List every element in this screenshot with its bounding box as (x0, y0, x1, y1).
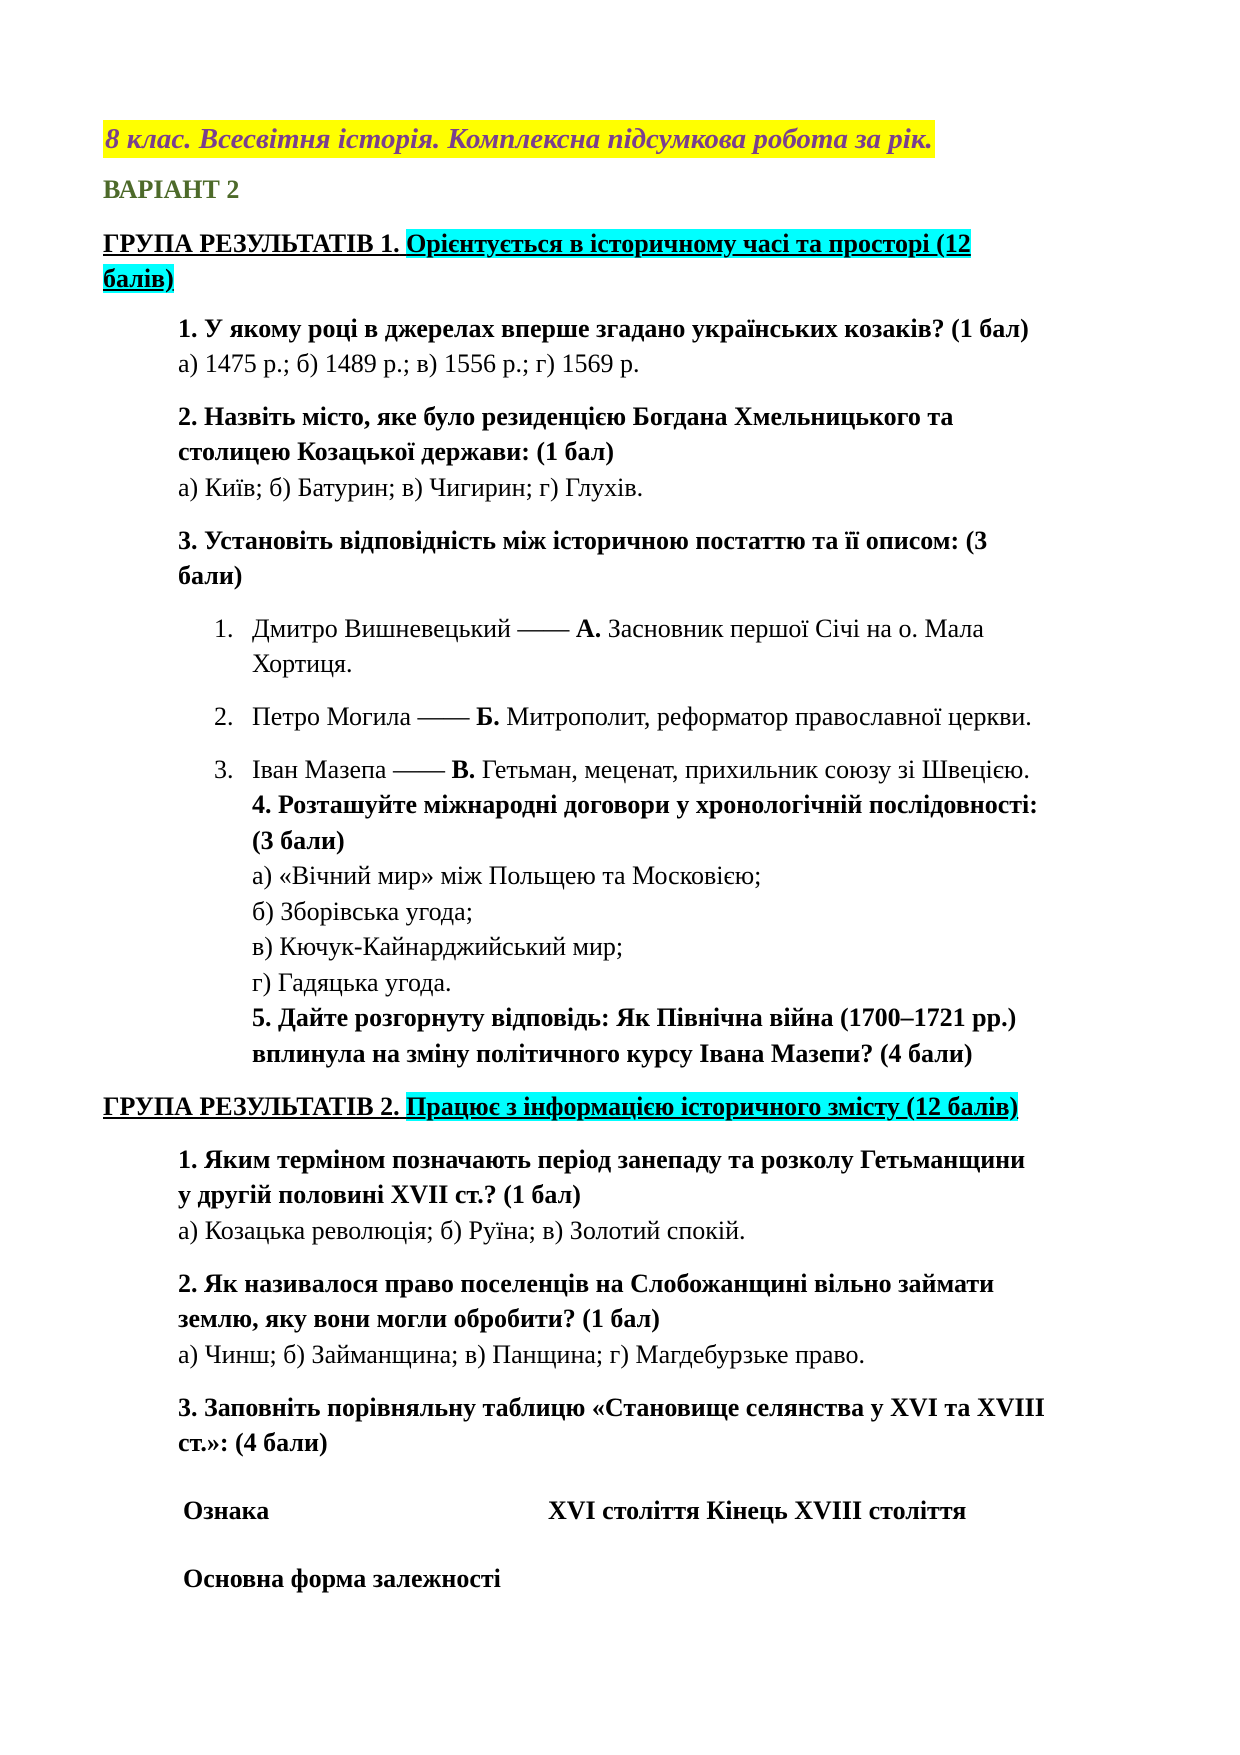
g2-question1-line1: 1. Яким терміном позначають період занепаду та розколу Гетьманщини (178, 1145, 1026, 1174)
match-item-description: Гетьман, меценат, прихильник союзу зі Швецією. (481, 755, 1030, 784)
match-item-person: Іван Мазепа —— (252, 755, 445, 784)
g2-question3-line1: 3. Заповніть порівняльну таблицю «Становище селянства у XVI та XVIII (178, 1393, 1045, 1422)
document-title: 8 клас. Всесвітня історія. Комплексна підсумкова робота за рік. (103, 120, 935, 158)
table-header-centuries: XVI століття Кінець XVIII століття (548, 1496, 967, 1525)
g1-question5-line2: вплинула на зміну політичного курсу Івана Мазепи? (4 бали) (252, 1039, 973, 1068)
table-header-feature: Ознака (183, 1496, 270, 1525)
group2-highlight: Працює з інформацією історичного змісту (12 балів) (406, 1092, 1019, 1121)
g1-question4-line2: (3 бали) (252, 826, 345, 855)
g2-question2-line2: землю, яку вони могли обробити? (1 бал) (178, 1304, 660, 1333)
g1-question2-line2: столицею Козацької держави: (1 бал) (178, 437, 614, 466)
g1-question1-options: а) 1475 р.; б) 1489 р.; в) 1556 р.; г) 1569 р. (178, 349, 640, 378)
match-item-3 (214, 752, 1030, 788)
g1-question2-options: а) Київ; б) Батурин; в) Чигирин; г) Глухів. (178, 473, 644, 502)
match-item-description: Засновник першої Січі на о. Мала (607, 614, 984, 643)
g1-question1: 1. У якому році в джерелах вперше згадано українських козаків? (1 бал) (178, 314, 1029, 343)
match-item-letter: А. (575, 614, 602, 643)
match-item-description: Митрополит, реформатор православної церкви. (506, 702, 1032, 731)
match-item-person: Петро Могила —— (252, 702, 470, 731)
g1-question4-option: б) Зборівська угода; (252, 897, 473, 926)
g1-question4-option: г) Гадяцька угода. (252, 968, 452, 997)
match-item-1-continuation: Хортиця. (252, 649, 353, 678)
match-item-person: Дмитро Вишневецький —— (252, 614, 570, 643)
g1-question3-line1: 3. Установіть відповідність між історичною постаттю та її описом: (3 (178, 526, 988, 555)
match-item-2 (214, 699, 1032, 735)
match-item-1 (214, 611, 984, 647)
g1-question5-line1: 5. Дайте розгорнуту відповідь: Як Північна війна (1700–1721 рр.) (252, 1003, 1017, 1032)
match-item-letter: В. (451, 755, 476, 784)
match-item-letter: Б. (476, 702, 500, 731)
group1-highlight-line1: Орієнтується в історичному часі та просторі (12 (406, 229, 971, 258)
g1-question4-option: в) Кючук-Кайнарджийський мир; (252, 932, 624, 961)
group1-prefix: ГРУПА РЕЗУЛЬТАТІВ 1. (103, 229, 400, 258)
group1-heading-line1 (103, 226, 971, 262)
match-item-number: 2. (214, 702, 234, 731)
group1-heading-line2 (103, 261, 174, 297)
g2-question1-options: а) Козацька революція; б) Руїна; в) Золотий спокій. (178, 1216, 746, 1245)
g2-question1-line2: у другій половині XVII ст.? (1 бал) (178, 1180, 581, 1209)
group2-prefix: ГРУПА РЕЗУЛЬТАТІВ 2. (103, 1092, 400, 1121)
group1-highlight-line2: балів) (103, 264, 174, 293)
g1-question2-line1: 2. Назвіть місто, яке було резиденцією Богдана Хмельницького та (178, 402, 954, 431)
g1-question3-line2: бали) (178, 561, 243, 590)
match-item-number: 3. (214, 755, 234, 784)
g2-question2-line1: 2. Як називалося право поселенців на Слобожанщині вільно займати (178, 1269, 995, 1298)
g2-question2-options: а) Чинш; б) Займанщина; в) Панщина; г) Магдебурзьке право. (178, 1340, 866, 1369)
variant-label: ВАРІАНТ 2 (103, 175, 240, 204)
match-item-number: 1. (214, 614, 234, 643)
group2-heading (103, 1089, 1018, 1125)
g1-question4-line1: 4. Розташуйте міжнародні договори у хронологічній послідовності: (252, 790, 1038, 819)
table-row-dependency-form: Основна форма залежності (183, 1564, 501, 1593)
g2-question3-line2: ст.»: (4 бали) (178, 1428, 328, 1457)
g1-question4-option: а) «Вічний мир» між Польщею та Московією; (252, 861, 762, 890)
